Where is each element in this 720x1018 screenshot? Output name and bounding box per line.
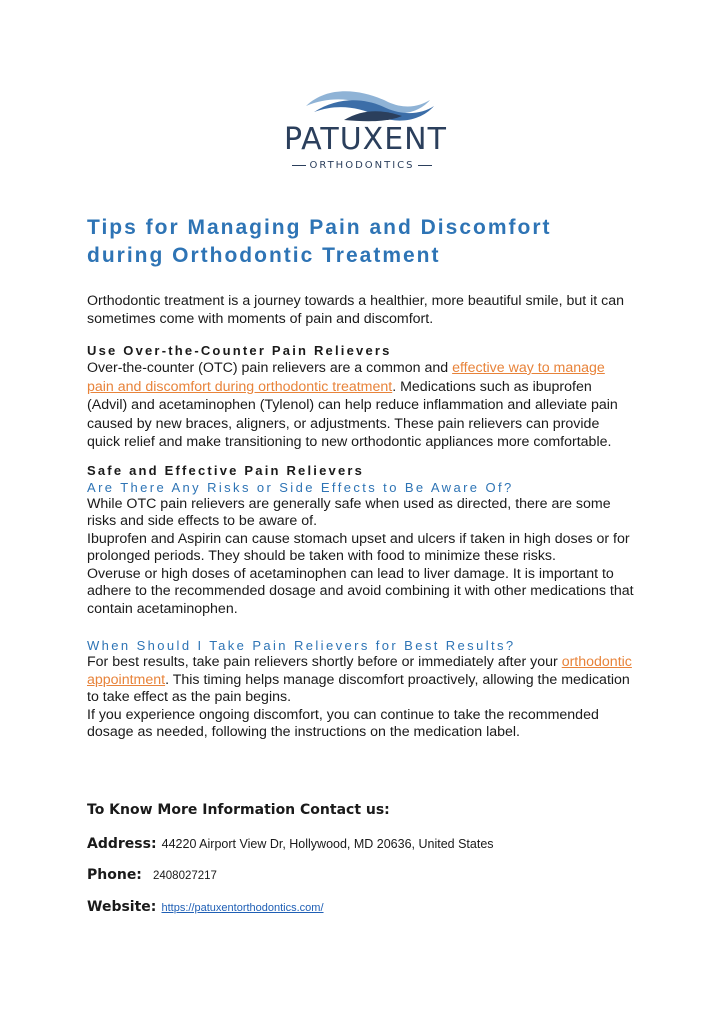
website-link[interactable]: https://patuxentorthodontics.com/ <box>161 902 324 914</box>
address-label: Address: <box>87 836 157 852</box>
orthodontic-appointment-link[interactable]: orthodontic appointment <box>87 654 632 688</box>
logo-tagline: ORTHODONTICS <box>284 160 440 172</box>
title-line-2: during Orthodontic Treatment <box>87 244 441 267</box>
section1-paragraph <box>87 359 635 452</box>
section3-text-before: For best results, take pain relievers shortly before or immediately after your <box>87 654 562 670</box>
address-row <box>87 833 647 852</box>
section3-paragraph-1 <box>87 654 635 707</box>
section2-subheading: Are There Any Risks or Side Effects to Be Aware Of? <box>87 479 514 495</box>
phone-label: Phone: <box>87 867 142 883</box>
intro-paragraph: Orthodontic treatment is a journey towards a healthier, more beautiful smile, but it can sometimes come with moments of pain and discomfort. <box>87 293 625 327</box>
article-body <box>87 293 635 742</box>
patuxent-logo <box>284 86 447 178</box>
section2-paragraph-3: Overuse or high doses of acetaminophen can lead to liver damage. It is important to adhere to the recommended dosage and avoid combining it with other medications that contain acetaminophen. <box>87 565 634 617</box>
section3-text-after: . This timing helps manage discomfort proactively, allowing the medication to take effect as the pain begins. <box>87 671 630 705</box>
address-value: 44220 Airport View Dr, Hollywood, MD 20636, United States <box>161 837 494 851</box>
website-row <box>87 896 647 915</box>
section3-subheading: When Should I Take Pain Relievers for Best Results? <box>87 638 516 653</box>
section1-text-before: Over-the-counter (OTC) pain relievers are a common and <box>87 360 453 376</box>
title-line-1: Tips for Managing Pain and Discomfort <box>87 216 552 239</box>
effective-way-link[interactable]: effective way to manage pain and discomfort during orthodontic treatment <box>87 360 605 395</box>
contact-heading <box>87 799 647 818</box>
section2-heading: Safe and Effective Pain Relievers <box>87 462 365 478</box>
section3-paragraph-2: If you experience ongoing discomfort, you can continue to take the recommended dosage as needed, following the instructions on the medication label. <box>87 706 599 740</box>
logo-wordmark: PATUXENT <box>284 122 447 157</box>
page-title <box>87 214 647 270</box>
section1-heading: Use Over-the-Counter Pain Relievers <box>87 343 392 358</box>
website-label: Website: <box>87 899 157 915</box>
section1-text-after: . Medications such as ibuprofen (Advil) and acetaminophen (Tylenol) can help reduce inflammation and alleviate pain caused by new braces, aligners, or adjustments. These pain relievers can provide quick relief and make transitioning to new orthodontic appliances more comfortable. <box>87 378 618 450</box>
contact-heading-text: To Know More Information Contact us: <box>87 802 390 818</box>
section2-paragraph-1: While OTC pain relievers are generally safe when used as directed, there are some risks and side effects to be aware of. <box>87 495 611 529</box>
phone-row <box>87 864 647 883</box>
section2-paragraph-2: Ibuprofen and Aspirin can cause stomach upset and ulcers if taken in high doses or for prolonged periods. They should be taken with food to minimize these risks. <box>87 530 630 564</box>
phone-value: 2408027217 <box>153 870 217 882</box>
